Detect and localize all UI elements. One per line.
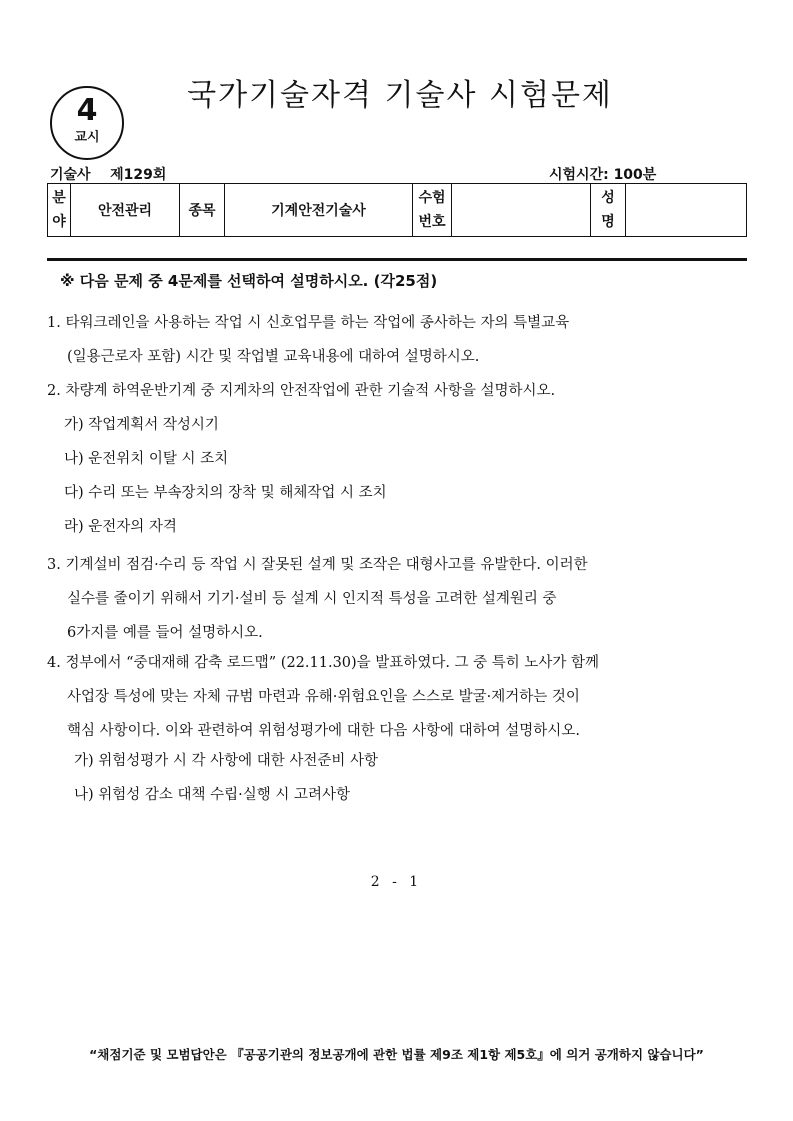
field-label-bottom: 야 <box>52 214 66 230</box>
question-4 <box>47 646 751 748</box>
question-line: 4. 정부에서 “중대재해 감축 로드맵” (22.11.30)을 발표하였다. 그 중 특히 노사가 함께 <box>47 655 600 671</box>
sub-item: 다) 수리 또는 부속장치의 장착 및 해체작업 시 조치 <box>64 485 387 501</box>
question-line: 핵심 사항이다. 이와 관련하여 위험성평가에 대한 다음 사항에 대하여 설명하시오. <box>67 723 580 739</box>
exam-time: 시험시간: 100분 <box>549 167 657 183</box>
question-line: 사업장 특성에 맞는 자체 규범 마련과 유해·위험요인을 스스로 발굴·제거하는 것이 <box>67 689 580 705</box>
name-field[interactable] <box>626 184 747 237</box>
exam-round: 기술사 제129회 <box>50 167 167 183</box>
examinee-number-field[interactable] <box>452 184 591 237</box>
examinee-label-bottom: 번호 <box>418 214 446 230</box>
category-value: 기계안전기술사 <box>225 184 413 237</box>
footer-notice: “채점기준 및 모범답안은 『공공기관의 정보공개에 관한 법률 제9조 제1항 제5호』에 의거 공개하지 않습니다” <box>89 1047 704 1062</box>
examinee-number-label <box>413 184 452 237</box>
question-2 <box>47 374 751 408</box>
question-line: (일용근로자 포함) 시간 및 작업별 교육내용에 대하여 설명하시오. <box>67 349 480 365</box>
question-line: 3. 기계설비 점검·수리 등 작업 시 잘못된 설계 및 조작은 대형사고를 유발한다. 이러한 <box>47 557 588 573</box>
question-line: 1. 타워크레인을 사용하는 작업 시 신호업무를 하는 작업에 종사하는 자의 특별교육 <box>47 315 570 331</box>
session-badge <box>50 86 124 160</box>
name-label-bottom: 명 <box>601 214 615 230</box>
session-number: 4 <box>76 93 98 128</box>
question-line: 2. 차량계 하역운반기계 중 지게차의 안전작업에 관한 기술적 사항을 설명하시오. <box>47 383 556 399</box>
field-label-top: 분 <box>52 190 66 206</box>
question-2-subitems <box>64 408 387 544</box>
sub-item: 나) 운전위치 이탈 시 조치 <box>64 451 229 467</box>
question-line: 6가지를 예를 들어 설명하시오. <box>67 625 263 641</box>
field-value: 안전관리 <box>71 184 180 237</box>
question-1 <box>47 306 751 374</box>
exam-info-table <box>47 183 747 237</box>
sub-item: 가) 위험성평가 시 각 사항에 대한 사전준비 사항 <box>74 753 379 769</box>
question-line: 실수를 줄이기 위해서 기기·설비 등 설계 시 인지적 특성을 고려한 설계원리 중 <box>67 591 557 607</box>
examinee-label-top: 수험 <box>418 190 446 206</box>
page-title: 국가기술자격 기술사 시험문제 <box>187 78 613 113</box>
divider <box>47 258 747 261</box>
name-label <box>591 184 626 237</box>
question-3 <box>47 548 751 650</box>
field-label <box>48 184 71 237</box>
name-label-top: 성 <box>601 190 615 206</box>
sub-item: 라) 운전자의 자격 <box>64 519 177 535</box>
category-label: 종목 <box>180 184 225 237</box>
page-number: 2 - 1 <box>370 874 423 890</box>
instruction: ※ 다음 문제 중 4문제를 선택하여 설명하시오. (각25점) <box>60 272 438 290</box>
session-label: 교시 <box>74 130 100 145</box>
sub-item: 나) 위험성 감소 대책 수립·실행 시 고려사항 <box>74 787 351 803</box>
sub-item: 가) 작업계획서 작성시기 <box>64 417 219 433</box>
question-4-subitems <box>74 744 378 812</box>
